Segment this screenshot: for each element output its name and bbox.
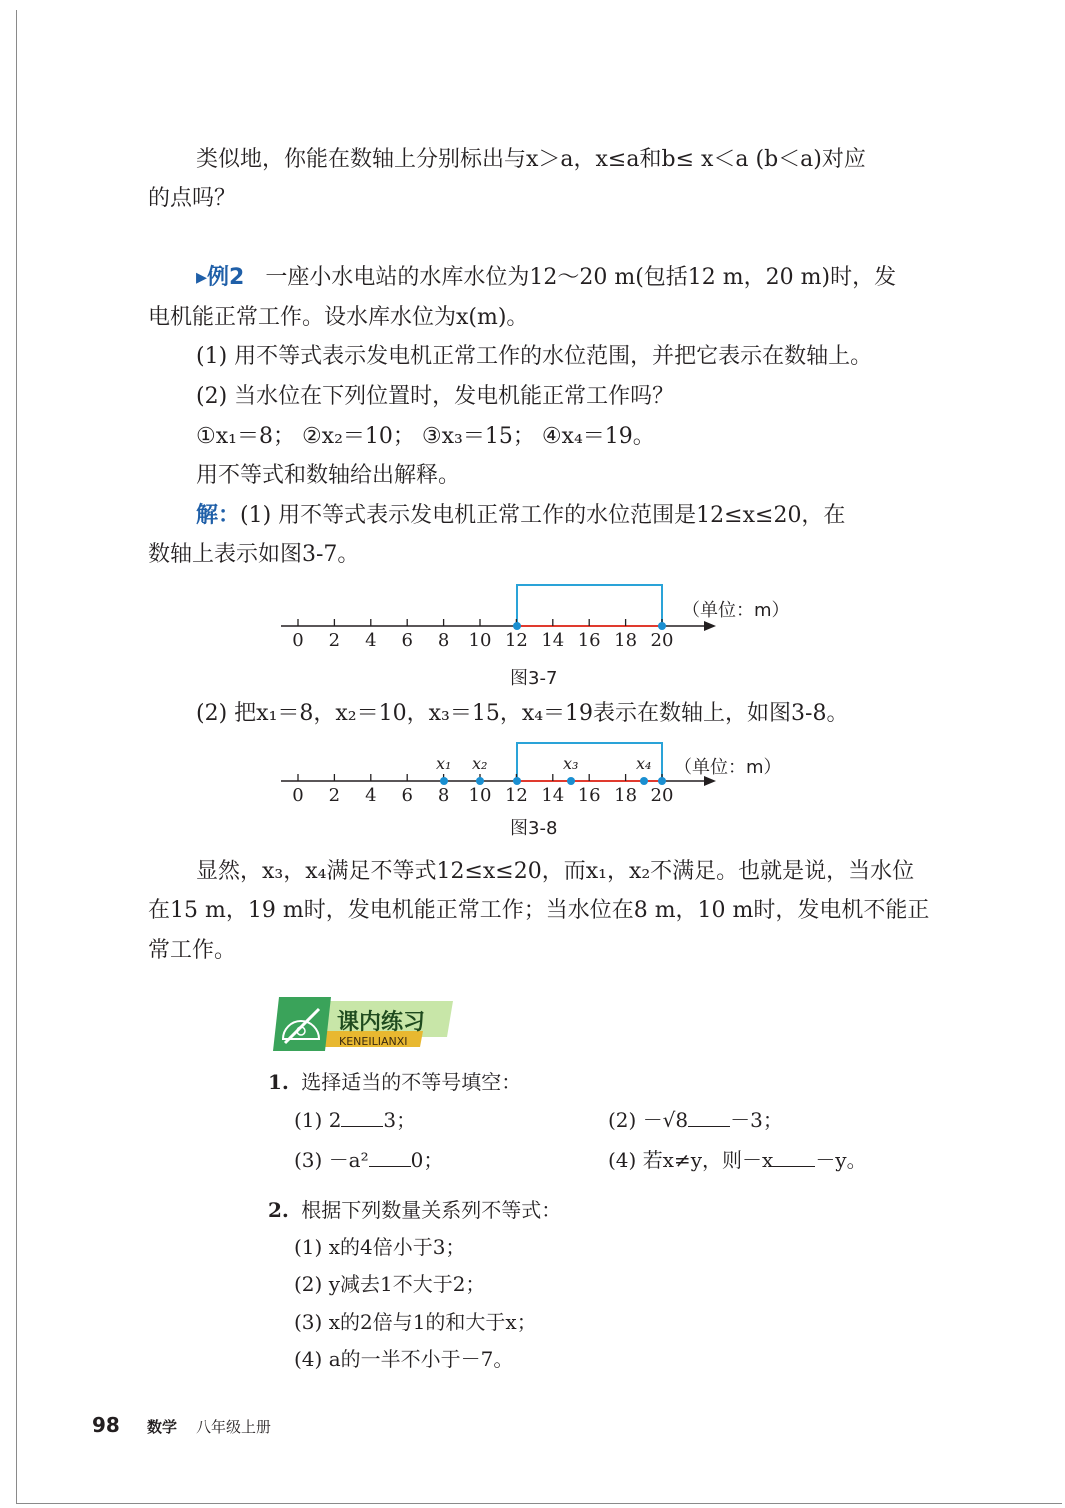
solution-label: 解： — [196, 503, 241, 528]
q1a-post: 3； — [383, 1108, 417, 1132]
conclusion-line-1: 显然，x₃，x₄满足不等式12≤x≤20，而x₁，x₂不满足。也就是说，当水位 — [196, 859, 915, 884]
label-x2: x₂ — [472, 754, 488, 773]
tick-label: 20 — [650, 785, 674, 806]
point-x3 — [567, 777, 575, 785]
figure-3-7-number-line — [0, 570, 1065, 660]
answer-blank[interactable] — [688, 1108, 730, 1127]
practice-q2-number: 2. — [268, 1198, 289, 1222]
endpoint-12 — [513, 777, 521, 785]
q1d-post: －y。 — [815, 1148, 867, 1172]
practice-q1 — [268, 1068, 521, 1096]
practice-q2-item-1: (1) x的4倍小于3； — [294, 1235, 466, 1259]
figure-3-8-number-line — [0, 735, 1065, 815]
example-question-3: 用不等式和数轴给出解释。 — [196, 463, 461, 488]
label-x4: x₄ — [636, 754, 652, 773]
tick-label: 20 — [650, 630, 674, 651]
endpoint-20 — [658, 777, 666, 785]
tick-label: 2 — [328, 785, 341, 806]
example-question-1: (1) 用不等式表示发电机正常工作的水位范围，并把它表示在数轴上。 — [196, 344, 873, 369]
tick-label: 12 — [504, 630, 528, 651]
conclusion-line-2: 在15 m，19 m时，发电机能正常工作；当水位在8 m，10 m时，发电机不能正 — [148, 898, 930, 923]
figure-3-7-caption: 图3-7 — [510, 668, 558, 689]
q1d-pre: (4) 若x≠y，则－x — [608, 1148, 774, 1172]
endpoint-20 — [658, 622, 666, 630]
grade-label: 八年级上册 — [196, 1418, 272, 1436]
practice-q2-text: 根据下列数量关系列不等式： — [301, 1198, 562, 1222]
practice-q2-item-3: (3) x的2倍与1的和大于x； — [294, 1310, 537, 1334]
q1c-pre: (3) －a² — [294, 1148, 369, 1172]
q1b-pre: (2) －√8 — [608, 1108, 689, 1132]
tick-label: 8 — [437, 785, 450, 806]
practice-q1-d — [608, 1146, 867, 1174]
practice-subtitle: KENEILIANXI — [339, 1035, 408, 1048]
label-x1: x₁ — [436, 754, 452, 773]
tick-label: 10 — [468, 630, 492, 651]
tick-label: 2 — [328, 630, 341, 651]
practice-q2-item-4: (4) a的一半不小于－7。 — [294, 1347, 514, 1371]
example-question-2-items: ①x₁＝8； ②x₂＝10； ③x₃＝15； ④x₄＝19。 — [196, 424, 655, 449]
tick-label: 18 — [614, 785, 638, 806]
point-x1 — [440, 777, 448, 785]
label-x3: x₃ — [563, 754, 579, 773]
tick-label: 8 — [437, 630, 450, 651]
answer-blank[interactable] — [773, 1148, 815, 1167]
tick-label: 12 — [504, 785, 528, 806]
q1b-post: －3； — [730, 1108, 783, 1132]
tick-label: 6 — [401, 785, 413, 806]
intro-line-1: 类似地，你能在数轴上分别标出与x＞a，x≤a和b≤ x＜a (b＜a)对应 — [196, 147, 866, 172]
tick-label: 4 — [365, 630, 377, 651]
practice-q1-c — [294, 1146, 443, 1174]
unit-label: （单位：m） — [674, 757, 782, 778]
unit-label: （单位：m） — [682, 600, 790, 621]
q1c-post: 0； — [410, 1148, 444, 1172]
point-x2 — [476, 777, 484, 785]
answer-blank[interactable] — [341, 1108, 383, 1127]
axis-ticks — [292, 619, 673, 651]
intro-line-2: 的点吗？ — [148, 186, 237, 211]
practice-q1-b — [608, 1106, 783, 1134]
practice-header-banner — [265, 995, 455, 1055]
solution-line-1 — [196, 501, 976, 531]
answer-blank[interactable] — [369, 1148, 411, 1167]
axis-arrow — [704, 621, 716, 631]
figure-3-8-caption: 图3-8 — [510, 818, 558, 839]
book-title: 数学 — [147, 1418, 178, 1436]
solution-text-1: (1) 用不等式表示发电机正常工作的水位范围是12≤x≤20，在 — [240, 503, 846, 528]
practice-q1-text: 选择适当的不等号填空： — [301, 1070, 522, 1094]
endpoint-12 — [513, 622, 521, 630]
solution-part-2: (2) 把x₁＝8，x₂＝10，x₃＝15，x₄＝19表示在数轴上，如图3-8。 — [196, 701, 849, 726]
practice-q2-item-2: (2) y减去1不大于2； — [294, 1272, 486, 1296]
tick-label: 16 — [577, 630, 601, 651]
conclusion-line-3: 常工作。 — [148, 938, 237, 963]
practice-title: 课内练习 — [337, 1010, 426, 1035]
example-label: ▸例2 — [196, 265, 245, 290]
example-question-2: (2) 当水位在下列位置时，发电机能正常工作吗？ — [196, 384, 675, 409]
tick-label: 14 — [541, 630, 565, 651]
tick-label: 16 — [577, 785, 601, 806]
tick-label: 10 — [468, 785, 492, 806]
tick-label: 0 — [292, 630, 304, 651]
practice-q1-number: 1. — [268, 1070, 289, 1094]
tick-label: 0 — [292, 785, 304, 806]
tick-label: 6 — [401, 630, 413, 651]
example-line-1 — [196, 263, 976, 293]
tick-label: 18 — [614, 630, 638, 651]
tick-label: 14 — [541, 785, 565, 806]
point-x4 — [640, 777, 648, 785]
example-line-2: 电机能正常工作。设水库水位为x(m)。 — [148, 305, 529, 330]
q1a-pre: (1) 2 — [294, 1108, 342, 1132]
tick-label: 4 — [365, 785, 377, 806]
page-number: 98 — [92, 1413, 120, 1437]
example-text-1: 一座小水电站的水库水位为12～20 m(包括12 m，20 m)时，发 — [265, 265, 897, 290]
practice-q2 — [268, 1196, 561, 1224]
practice-q1-a — [294, 1106, 416, 1134]
solution-line-2: 数轴上表示如图3-7。 — [148, 542, 360, 567]
